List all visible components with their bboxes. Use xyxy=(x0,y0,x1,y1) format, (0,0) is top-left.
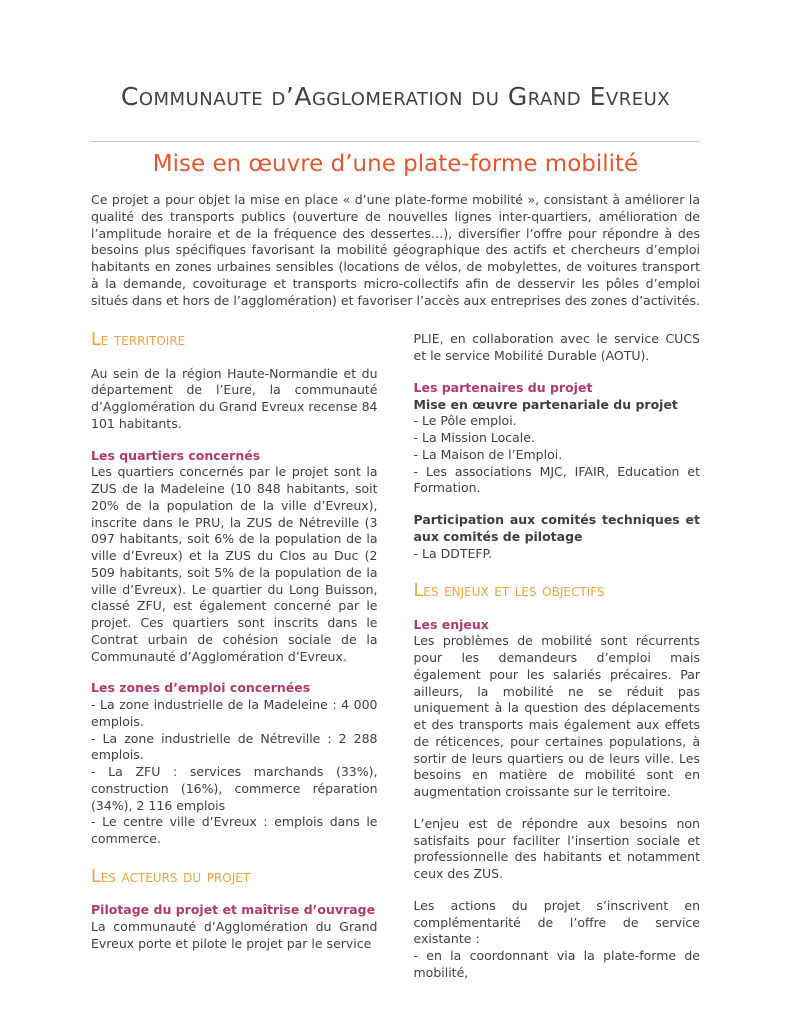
subhead-quartiers-concernes: Les quartiers concernés xyxy=(91,447,261,463)
right-column xyxy=(414,331,701,981)
enjeux-paragraph-2: L’enjeu est de répondre aux besoins non satisfaits pour faciliter l’insertion sociale et professionnelle des habitants et notamment ceux des ZUS. xyxy=(413,815,700,881)
pilotage-paragraph-continued: PLIE, en collaboration avec le service CUCS et le service Mobilité Durable (AOTU). xyxy=(413,331,700,363)
document-subtitle: Mise en œuvre d’une plate-forme mobilité xyxy=(152,151,639,177)
zone-list-item: - Le centre ville d’Evreux : emplois dans le commerce. xyxy=(91,814,378,846)
left-column xyxy=(91,331,378,981)
section-heading-territoire: Le territoire xyxy=(91,330,186,351)
section-heading-acteurs: Les acteurs du projet xyxy=(91,866,251,887)
enjeux-paragraph-3: Les actions du projet s’inscrivent en complémentarité de l’offre de service existante : xyxy=(413,897,700,947)
partners-subtitle: Mise en œuvre partenariale du projet xyxy=(413,396,678,412)
zone-list-item: - La ZFU : services marchands (33%), construction (16%), commerce réparation (34%), 2 116 emplois xyxy=(91,764,378,813)
enjeux-paragraph-4: - en la coordonnant via la plate-forme de mobilité, xyxy=(413,948,700,980)
subhead-zones-emploi: Les zones d’emploi concernées xyxy=(91,680,311,696)
section-heading-enjeux-objectifs: Les enjeux et les objectifs xyxy=(413,581,605,602)
comites-subtitle: Participation aux comités techniques et aux comités de pilotage xyxy=(413,512,700,544)
partner-list-item: - Le Pôle emploi. xyxy=(413,413,517,429)
enjeux-paragraph-1: Les problèmes de mobilité sont récurrents pour les demandeurs d’emploi mais également pour les salariés précaires. Par ailleurs, la mobilité ne se réduit pas uniquement à la question des déplacements et des transports mais également aux effets de réticences, pour certaines populations, à sortir de leurs quartiers ou de leurs ville. Les besoins en matière de mobilité sont en augmentation croissante sur le territoire. xyxy=(413,633,700,799)
intro-paragraph: Ce projet a pour objet la mise en place « d’une plate-forme mobilité », consistant à améliorer la qualité des transports publics (ouverture de nouvelles lignes inter-quartiers, amélioration de l’amplitude horaire et de la fréquence des dessertes…), diversifier l’offre pour répondre à des besoins plus spécifiques favorisant la mobilité géographique des actifs et chercheurs d’emploi habitants en zones urbaines sensibles (locations de vélos, de mobylettes, de voitures transport à la demande, covoiturage et transports micro-collectifs afin de desservir les pôles d’emploi situés dans et hors de l’agglomération) et favoriser l’accès aux entreprises des zones d’activités. xyxy=(91,192,700,308)
partner-list-item: - La Mission Locale. xyxy=(413,430,535,445)
comite-list-item: - La DDTEFP. xyxy=(413,545,493,561)
partner-list-item: - La Maison de l’Emploi. xyxy=(413,446,563,462)
zone-list-item: - La zone industrielle de la Madeleine : 4 000 emplois. xyxy=(91,697,378,729)
title-divider xyxy=(91,141,700,142)
document-title: Communaute d’Agglomeration du Grand Evreux xyxy=(120,82,671,111)
two-column-layout xyxy=(91,331,700,981)
subhead-les-enjeux: Les enjeux xyxy=(413,616,489,632)
pilotage-paragraph: La communauté d’Agglomération du Grand Evreux porte et pilote le projet par le service xyxy=(91,918,378,951)
subhead-pilotage: Pilotage du projet et maîtrise d’ouvrage xyxy=(91,902,376,917)
subhead-partenaires: Les partenaires du projet xyxy=(413,379,593,395)
quartiers-paragraph: Les quartiers concernés par le projet sont la ZUS de la Madeleine (10 848 habitants, soit 20% de la population de la ville d’Evreux), inscrite dans le PRU, la ZUS de Nétreville (3 097 habitants, soit 6% de la population de la ville d’Evreux) et la ZUS du Clos au Duc (2 509 habitants, soit 5% de la population de la ville d’Evreux). Le quartier du Long Buisson, classé ZFU, est également concerné par le projet. Ces quartiers sont inscrits dans le Contrat urbain de cohésion sociale de la Communauté d’Agglomération d’Evreux. xyxy=(91,464,378,664)
zone-list-item: - La zone industrielle de Nétreville : 2 288 emplois. xyxy=(91,730,378,763)
territoire-paragraph: Au sein de la région Haute-Normandie et du département de l’Eure, la communauté d’Agglomération du Grand Evreux recense 84 101 habitants. xyxy=(91,365,378,431)
partner-list-item: - Les associations MJC, IFAIR, Education et Formation. xyxy=(413,463,700,496)
